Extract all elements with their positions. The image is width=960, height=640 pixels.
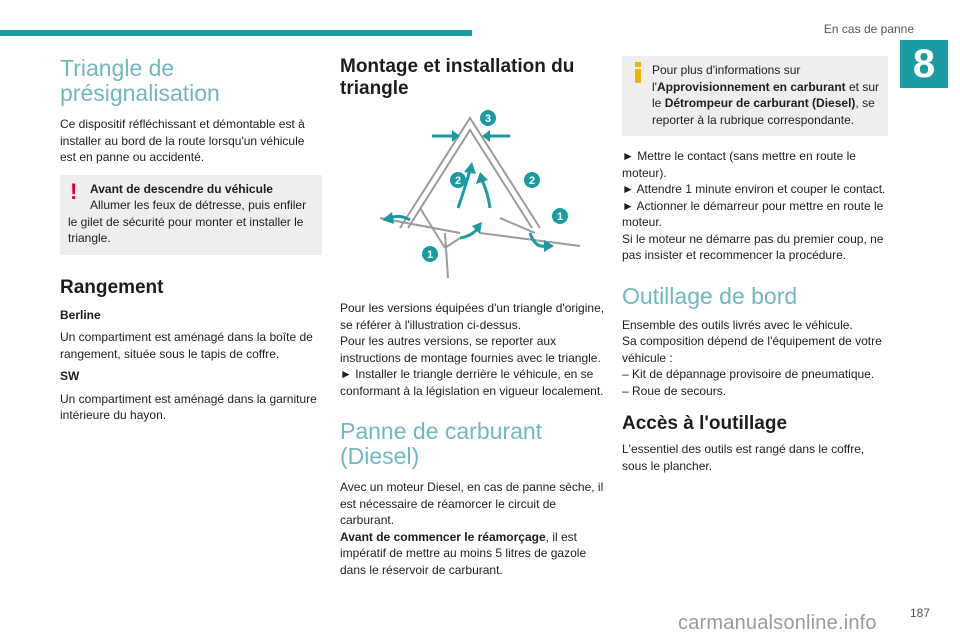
- access-heading: Accès à l'outillage: [622, 413, 788, 434]
- watermark: carmanualsonline.info: [678, 612, 877, 634]
- tools-line-2: Sa composition dépend de l'équipement de votre véhicule :: [622, 334, 882, 365]
- chapter-badge: 8: [900, 40, 948, 88]
- storage-heading: Rangement: [60, 276, 164, 298]
- diagram-label-2a: 2: [454, 175, 462, 187]
- berline-label: Berline: [60, 307, 101, 322]
- tools-line-1: Ensemble des outils livrés avec le véhicule.: [622, 317, 853, 332]
- triangle-heading: Triangle de présignalisation: [60, 55, 220, 106]
- info-icon: [634, 62, 642, 84]
- diagram-label-3: 3: [484, 113, 492, 125]
- info-text: Pour plus d'informations sur l'Approvisionnement en carburant et sur le Détrompeur de carburant (Diesel), se reporter à la rubrique correspondante.: [652, 63, 880, 127]
- triangle-assembly-diagram: [360, 108, 590, 288]
- page-number: 187: [909, 606, 930, 620]
- assembly-para-1: Pour les versions équipées d'un triangle d'origine, se référer à l'illustration ci-dessus.: [340, 301, 605, 332]
- access-text: L'essentiel des outils est rangé dans le coffre, sous le plancher.: [622, 442, 865, 473]
- tools-item-1: – Kit de dépannage provisoire de pneumatique.: [622, 367, 875, 381]
- fuel-step-4: Si le moteur ne démarre pas du premier coup, ne pas insister et recommencer la procédure.: [622, 231, 884, 262]
- column-middle: [340, 56, 606, 578]
- tools-heading: Outillage de bord: [622, 282, 798, 309]
- section-title: En cas de panne: [823, 22, 914, 36]
- diagram-label-1b: 1: [426, 249, 434, 261]
- column-left: [60, 56, 322, 424]
- header-accent-bar: [0, 30, 472, 36]
- berline-text: Un compartiment est aménagé dans la boîte de rangement, située sous le tapis de coffre.: [60, 330, 313, 361]
- diagram-label-2b: 2: [528, 175, 536, 187]
- warning-title: Avant de descendre du véhicule: [90, 181, 273, 196]
- fuel-step-3: ► Actionner le démarreur pour mettre en route le moteur.: [622, 198, 884, 229]
- column-right: [622, 56, 888, 474]
- triangle-intro: Ce dispositif réfléchissant et démontable est à installer au bord de la route lorsqu'un véhicule est en panne ou accidenté.: [60, 117, 305, 164]
- assembly-para-2: Pour les autres versions, se reporter aux instructions de montage fournies avec le triangle.: [340, 334, 601, 365]
- info-box: [622, 56, 888, 136]
- fuel-text: Avec un moteur Diesel, en cas de panne sèche, il est nécessaire de réamorcer le circuit de carburant.: [340, 480, 604, 527]
- assembly-para-3: ► Installer le triangle derrière le véhicule, en se conformant à la législation en vigueur localement.: [340, 367, 604, 398]
- fuel-heading: Panne de carburant (Diesel): [340, 418, 543, 469]
- diagram-label-1a: 1: [556, 211, 564, 223]
- warning-text: Allumer les feux de détresse, puis enfiler le gilet de sécurité pour monter et installer le triangle.: [68, 198, 307, 245]
- warning-icon: !: [70, 178, 78, 204]
- fuel-warning: Avant de commencer le réamorçage, il est impératif de mettre au moins 5 litres de gazole dans le réservoir de carburant.: [340, 529, 587, 577]
- fuel-step-1: ► Mettre le contact (sans mettre en route le moteur).: [622, 149, 856, 180]
- tools-item-2: – Roue de secours.: [622, 383, 727, 398]
- sw-label: SW: [60, 369, 80, 383]
- fuel-step-2: ► Attendre 1 minute environ et couper le contact.: [622, 182, 886, 196]
- assembly-heading: Montage et installation du triangle: [340, 56, 575, 99]
- sw-text: Un compartiment est aménagé dans la garniture intérieure du hayon.: [60, 391, 317, 422]
- warning-box: [60, 175, 322, 255]
